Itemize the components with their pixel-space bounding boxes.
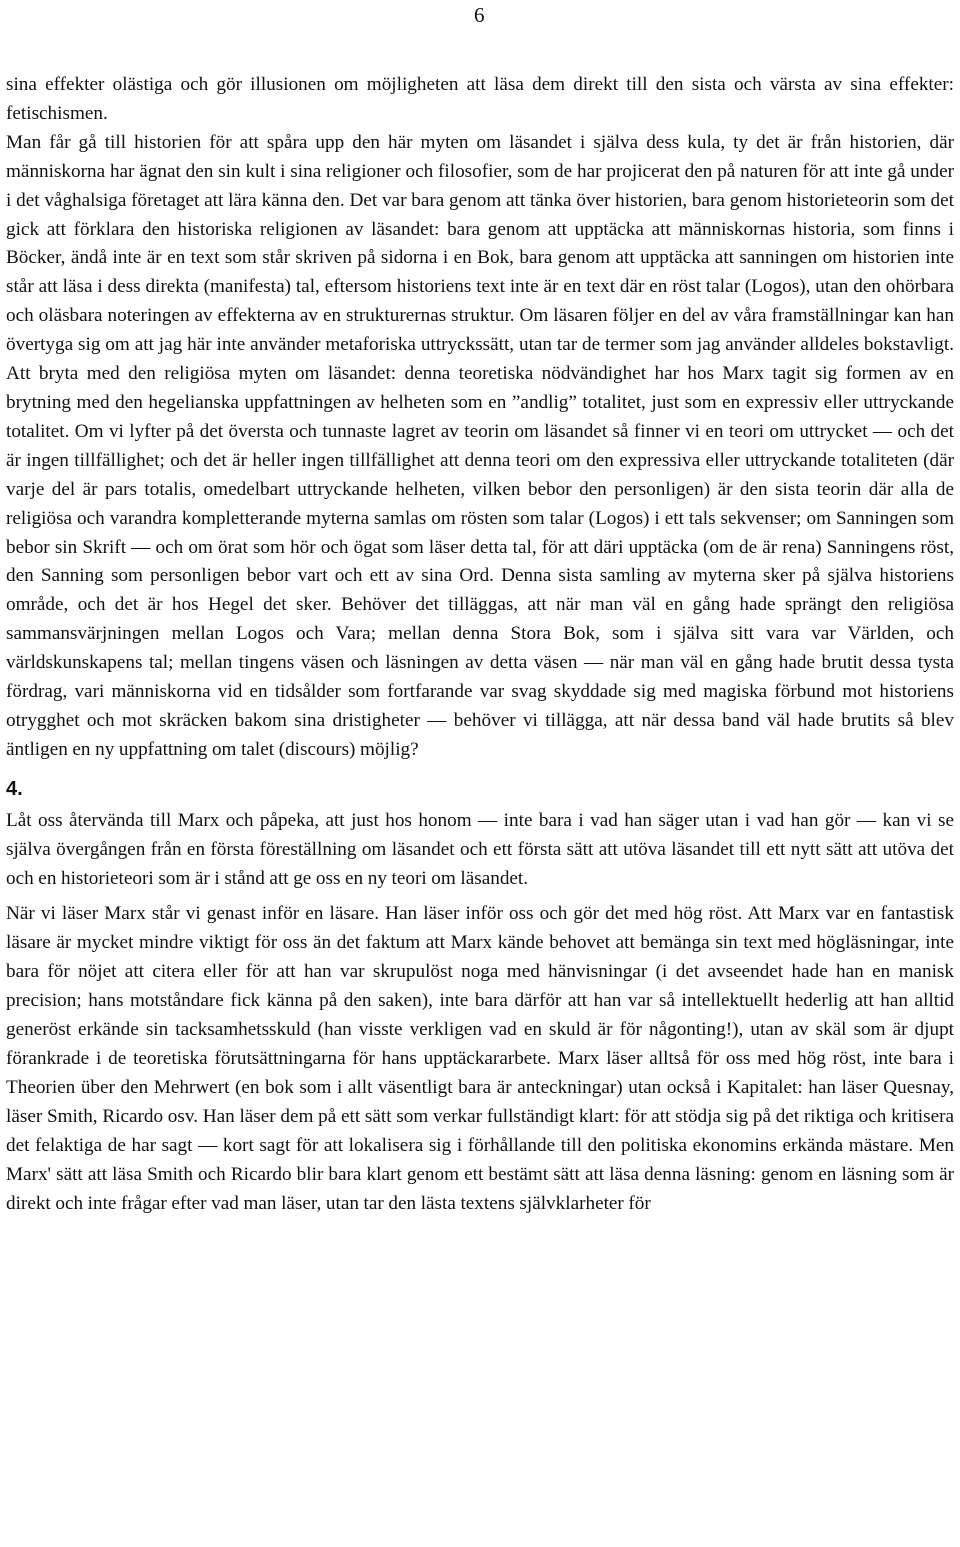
paragraph-marx-reader: När vi läser Marx står vi genast inför en läsare. Han läser inför oss och gör det med hög röst. Att Marx var en fantastisk läsare är mycket mindre viktigt för oss än det faktum att Marx kände behovet att bemänga sin text med högläsningar, inte bara för nöjet att citera eller för att han var skrupulöst noga med hänvisningar (i det avseendet hade han en manisk precision; hans motståndare fick känna på den saken), inte bara därför att han var så intellektuellt hederlig att han alltid generöst erkände sin tacksamhetsskuld (han visste verkligen vad en skuld är för någonting!), utan av skäl som är djupt förankrade i de teoretiska förutsättningarna för hans upptäckararbete. Marx läser alltså för oss med hög röst, inte bara i Theorien über den Mehrwert (en bok som i allt väsentligt bara är anteckningar) utan också i Kapitalet: han läser Quesnay, läser Smith, Ricardo osv. Han läser dem på ett sätt som verkar fullständigt klart: för att stödja sig på det riktiga och kritisera det felaktiga de har sagt — kort sagt för att lokalisera sig i förhållande till den politiska ekonomins erkända mästare. Men Marx' sätt att läsa Smith och Ricardo blir bara klart genom ett bestämt sätt att läsa denna läsning: genom en läsning som är direkt och inte frågar efter vad man läser, utan tar den lästa textens självklarheter för [6, 903, 954, 1214]
paragraph-continuation: sina effekter olästiga och gör illusionen om möjligheten att läsa dem direkt till den sista och värsta av sina effekter: fetischismen. [6, 74, 954, 124]
document-body [6, 71, 954, 1218]
paragraph-history-myth: Man får gå till historien för att spåra upp den här myten om läsandet i själva dess kula, ty det är från historien, där människorna har ägnat den sin kult i sina religioner och filosofier, som de har projicerat den på naturen för att inte gå under i det våghalsiga företaget att lära känna den. Det var bara genom att tänka över historien, bara genom historieteorin som det gick att förklara den historiska religionen av läsandet: bara genom att upptäcka att människornas historia, som finns i Böcker, ändå inte är en text som står skriven på sidorna i en Bok, bara genom att upptäcka att sanningen om historien inte står att läsa i dess direkta (manifesta) tal, eftersom historiens text inte är en text där en röst talar (Logos), utan den ohörbara och oläsbara noteringen av effekterna av en strukturernas struktur. Om läsaren följer en del av våra framställningar kan han övertyga sig om att jag här inte använder metaforiska uttryckssätt, utan tar de termer som jag använder alldeles bokstavligt. Att bryta med den religiösa myten om läsandet: denna teoretiska nödvändighet har hos Marx tagit sig formen av en brytning med den hegelianska uppfattningen av helheten som en ”andlig” totalitet, just som en expressiv eller uttryckande totalitet. Om vi lyfter på det översta och tunnaste lagret av teorin om läsandet så finner vi en teori om uttrycket — och det är ingen tillfällighet; och det är heller ingen tillfällighet att denna teori om den expressiva eller uttryckande totaliteten (där varje del är pars totalis, omedelbart uttryckande helheten, vilken bebor den personligen) är den sista teorin där alla de religiösa och varandra kompletterande myterna samlas om rösten som talar (Logos) i ett tals sekvenser; om Sanningen som bebor sin Skrift — och om örat som hör och ögat som läser detta tal, för att däri upptäcka (om de är rena) Sanningens röst, den Sanning som personligen bebor vart och ett av sina Ord. Denna sista samling av myterna sker på själva historiens område, och det är hos Hegel det sker. Behöver det tilläggas, att när man väl en gång hade sprängt den religiösa sammansvärjningen mellan Logos och Vara; mellan denna Stora Bok, som i själva sitt vara var Världen, och världskunskapens tal; mellan tingens väsen och läsningen av detta väsen — när man väl en gång hade brutit dessa tysta fördrag, vari människorna vid en tidsålder som fortfarande var svag skyddade sig med magiska förbund mot historiens otrygghet och mot skräcken bakom sina dristigheter — behöver vi tillägga, att när dessa band väl hade brutits så blev äntligen en ny uppfattning om talet (discours) möjlig? [6, 131, 954, 760]
page-number: 6 [474, 3, 485, 27]
paragraph-return-to-marx: Låt oss återvända till Marx och påpeka, att just hos honom — inte bara i vad han säger utan i vad han gör — kan vi se själva övergången från en första föreställning om läsandet och ett första sätt att utöva läsandet till ett nytt sätt att utöva det och en historieteori som är i stånd att ge oss en ny teori om läsandet. [6, 809, 954, 889]
section-heading: 4. [6, 777, 23, 800]
